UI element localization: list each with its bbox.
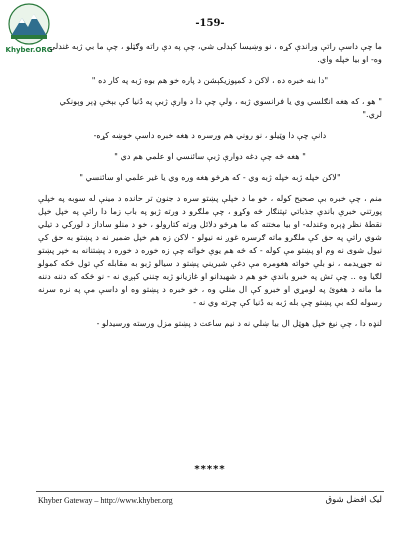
paragraph-4: دانې چې دا وټيلو ، نو روني هم ورسره د هغه خبره داسې خوښه کړه- xyxy=(93,130,327,140)
paragraph-8: لنډه دا ، چې نيغ خپل هوټل ال بيا ښلي نه د نيم ساعت د پښتو مزل ورسته ورسيدلو - xyxy=(96,318,382,328)
paragraph-1: ما چې داسې راتې وراندې کړه ، نو وښيسا کېدلی شي، چې په دې راته وګټلو ، چې ما بي ژبه غندلې وه- او بيا خپله واي. xyxy=(48,41,382,64)
logo-caption: Khyber.ORG xyxy=(5,46,53,54)
footer-divider xyxy=(36,491,384,492)
document-body xyxy=(38,40,382,338)
footer-website: Khyber Gateway – http://www.khyber.org xyxy=(38,496,173,505)
paragraph-2: "دا بنه خبره ده ، لاکن د کمپوزيکېشن د پاره خو هم بوه ژبه په کار ده " xyxy=(91,75,329,85)
paragraph-5: " هغه څه چې دغه دوارې ژبې سائنسي او علمي هم دي " xyxy=(114,151,306,161)
paragraph-6: "لاکن خپله ژبه خپله ژبه وي - که هرڅو هغه وره وي يا غير علمي او سائنسي " xyxy=(79,172,341,182)
footer-author: ليک افضل شوق xyxy=(325,495,382,505)
page-number: -159- xyxy=(195,18,225,29)
paragraph-7: منم ، چې خبره بې صحيح کوله ، خو ما د خپلې پښتو سره د جنون تر حانده د مينې له سوبه په خپلې پورتني خبرې باندې جذباتي تپتنګار څه وکړو ، چې ملګرو د ورته ژبو په باب زما دا رائې په خپل خپل نقطهٔ نظر ډېره وغندله- او بيا مختنه که ما هرڅو دلائل ورته کتارولو ، خو د منلو ساداز د لورکي د تيلي شوي راتې په حق کې ملګرو ماته ګرسره غوږ نه نيولو - لاکن زه هم خپل ضمير نه د پښتو به حق کې نيول شوی نه وم او پښتو مې کوله - که څه هم يوې خواته چې زه خوره د خوره د پښتنانه به خپر پښتو نه جوړيدمه ، نو بلې خواته هغومره مې دغې شيريني پښتو د سيالو ژبو به مقابله کې تول څکه کمولو لګيا وه .. چې تش په خبرو باندې خو هم د شهيدانو او غازيانو ژبه چنني کېږي نه - نو څکه که دننه دننه ما مانه د هغوئ په لومړي او خبرو کې ال منلي وه ، خو خبره د پښتو وه او داسې مې په نره سرنه رسوله لکه بې پښتو چې بله ژبه به دُنيا کې چرته وي نه - xyxy=(38,193,382,307)
section-separator: ***** xyxy=(194,464,226,475)
paragraph-3: " هو ، که هغه انګلسي وي يا فرانسوي ژبه ، ولې چې دا د وارې ژبې په دُنيا کې بېخې ډېر وېونکي لري." xyxy=(59,96,382,119)
